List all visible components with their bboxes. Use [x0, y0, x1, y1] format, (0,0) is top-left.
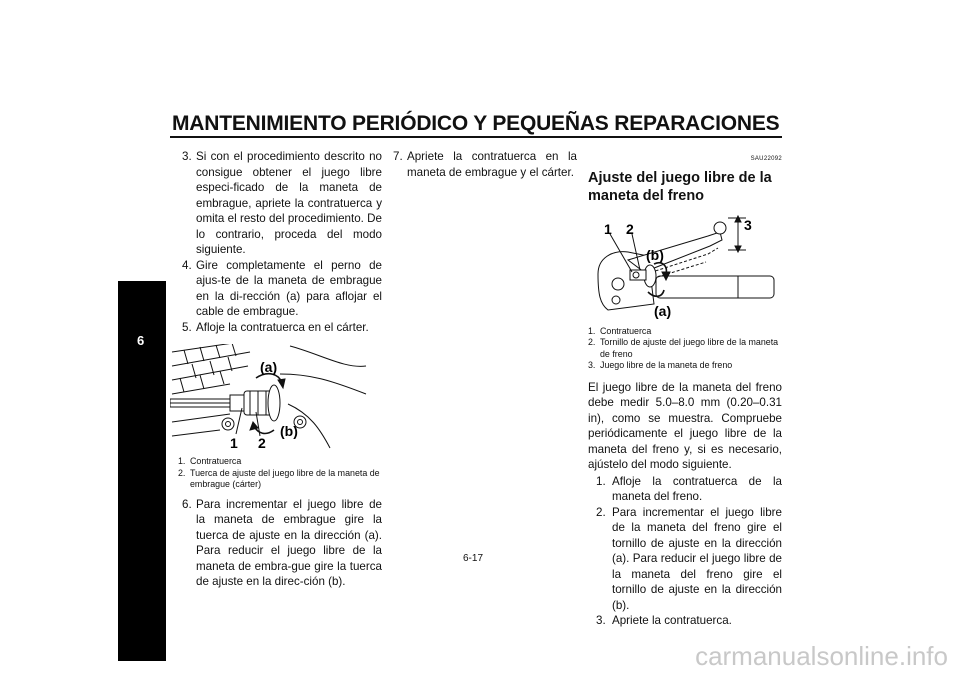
figure-label-1: 1: [230, 435, 238, 450]
caption-item: [178, 468, 382, 491]
step-number: 4.: [182, 258, 192, 272]
step-item: [178, 149, 382, 258]
caption-number: 3.: [588, 360, 596, 370]
column-right: [588, 149, 782, 629]
step-number: 3.: [596, 614, 606, 627]
step-item: [178, 320, 382, 336]
chapter-number: 6: [137, 333, 145, 348]
chapter-tab: [118, 281, 166, 661]
step-text: Para incrementar el juego libre de la maneta de embrague gire la tuerca de ajuste en la dirección (a). Para reducir el juego libre de la maneta de embra-gue gire la tuerca de ajuste en la direc-ción (b).: [196, 497, 382, 588]
body-paragraph: El juego libre de la maneta del freno debe medir 5.0–8.0 mm (0.20–0.31 in), como se muestra. Compruebe periódicamente el juego libre de la maneta del freno y, si es necesario, ajústelo del modo siguiente.: [588, 380, 782, 471]
page-number: 6-17: [463, 553, 484, 564]
step-item: [178, 497, 382, 590]
caption-number: 2.: [178, 467, 186, 478]
step-list: [389, 149, 577, 180]
figure-label-b: (b): [280, 423, 298, 439]
brake-lever-illustration: [588, 214, 788, 320]
figure-label-2: 2: [258, 435, 266, 450]
figure-label-a: (a): [260, 359, 278, 375]
caption-number: 2.: [588, 337, 596, 347]
watermark: carmanualsonline.info: [695, 641, 948, 671]
step-item: [592, 505, 782, 614]
step-number: 6.: [182, 497, 192, 511]
step-list: [178, 149, 382, 335]
step-list: [178, 497, 382, 590]
step-number: 3.: [182, 150, 192, 163]
step-number: 7.: [393, 150, 403, 163]
caption-text: Contratuerca: [600, 325, 652, 336]
caption-item: [178, 456, 382, 468]
step-number: 1.: [596, 474, 606, 488]
figure-label-b: (b): [646, 246, 664, 263]
section-heading: Ajuste del juego libre de la maneta del freno: [588, 169, 772, 204]
caption-text: Juego libre de la maneta de freno: [600, 360, 733, 370]
figure-label-1: 1: [604, 220, 612, 237]
figure-label-2: 2: [626, 220, 634, 237]
caption-text: Tuerca de ajuste del juego libre de la maneta de embrague (cárter): [190, 467, 380, 489]
step-text: Apriete la contratuerca.: [612, 614, 732, 627]
column-left: [178, 149, 382, 590]
step-text: Afloje la contratuerca en el cárter.: [196, 320, 369, 334]
figure-captions: [588, 326, 782, 372]
page-title: MANTENIMIENTO PERIÓDICO Y PEQUEÑAS REPARACIONES: [172, 112, 780, 135]
caption-number: 1.: [588, 325, 596, 336]
step-number: 5.: [182, 320, 192, 334]
column-middle: [389, 149, 577, 180]
caption-item: [588, 326, 782, 338]
caption-item: [588, 337, 782, 360]
figure-captions: [178, 456, 382, 491]
step-number: 2.: [596, 505, 606, 519]
step-item: [592, 613, 782, 629]
step-text: Afloje la contratuerca de la maneta del freno.: [612, 474, 782, 503]
step-item: [389, 149, 577, 180]
figure-label-3: 3: [744, 216, 752, 233]
step-item: [178, 258, 382, 320]
step-text: Para incrementar el juego libre de la maneta del freno gire el tornillo de ajuste en la dirección (a). Para reducir el juego libre de la maneta del freno gire el tornillo de ajuste en la dirección (b).: [612, 505, 782, 612]
section-code: SAU22092: [750, 156, 782, 162]
caption-text: Contratuerca: [190, 456, 242, 466]
step-text: Apriete la contratuerca en la maneta de embrague y el cárter.: [407, 150, 577, 179]
step-list: [588, 474, 782, 629]
step-text: Si con el procedimiento descrito no consigue obtener el juego libre especi-ficado de la maneta de embrague, apriete la contratuerca y omita el resto del procedimiento. De lo contrario, proceda del modo siguiente.: [196, 150, 382, 256]
title-rule: [170, 136, 782, 138]
step-item: [592, 474, 782, 505]
figure-label-a: (a): [654, 302, 672, 319]
caption-text: Tornillo de ajuste del juego libre de la maneta de freno: [600, 337, 779, 359]
caption-number: 1.: [178, 456, 186, 466]
caption-item: [588, 360, 782, 372]
clutch-adjuster-illustration: [170, 344, 370, 450]
step-text: Gire completamente el perno de ajus-te de la maneta de embrague en la di-rección (a) para aflojar el cable de embrague.: [196, 258, 382, 318]
